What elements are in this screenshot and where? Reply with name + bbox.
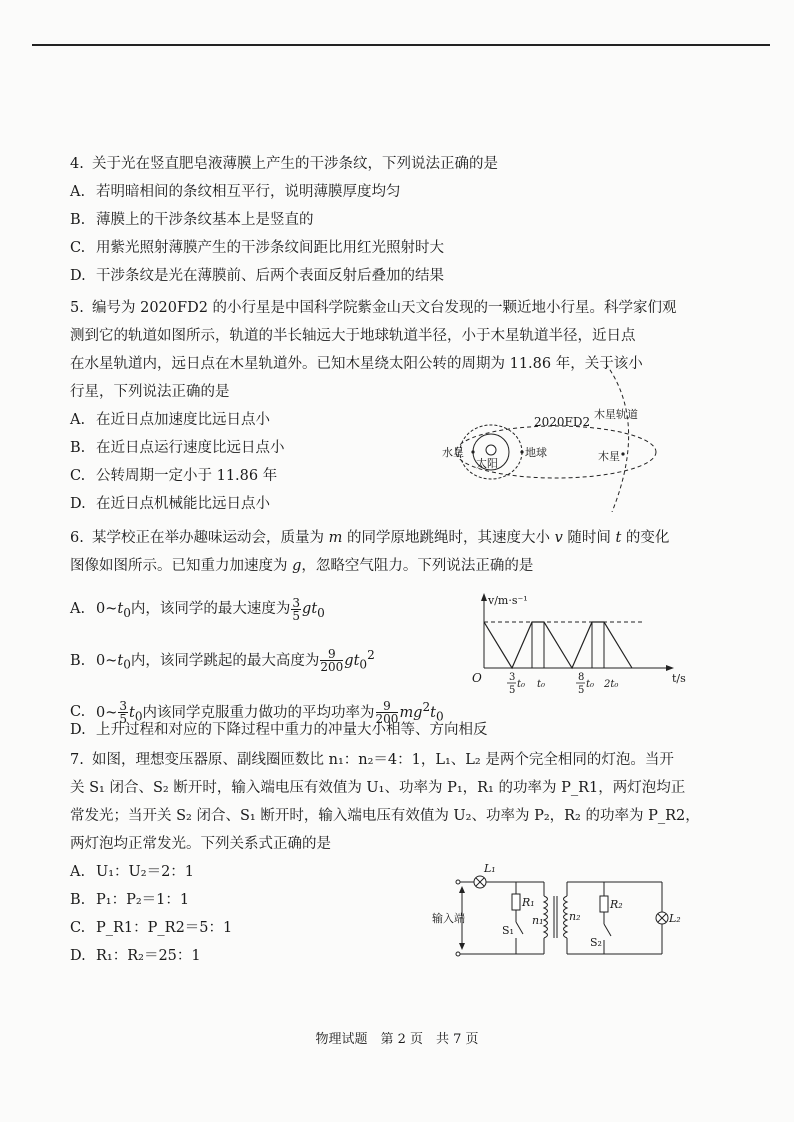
arrow-up-icon — [459, 886, 465, 893]
question-number: 4. — [70, 156, 84, 172]
denominator: 200 — [375, 711, 399, 726]
question-text: 关 S₁ 闭合、S₂ 断开时，输入端电压有效值为 U₁、功率为 P₁，R₁ 的功率为 P_R1，两灯泡均正 — [70, 780, 686, 796]
question-text: 图像如图所示。已知重力加速度为 — [70, 558, 293, 574]
subscript: 0 — [359, 657, 368, 672]
question-6-option-d — [70, 716, 710, 744]
option-letter: C. — [70, 468, 86, 484]
n1-label: n₁ — [532, 914, 544, 927]
denominator: 200 — [320, 660, 344, 675]
question-text: 的同学原地跳绳时，其速度大小 — [342, 530, 555, 546]
variable: t — [430, 704, 436, 721]
option-letter: C. — [70, 240, 86, 256]
option-text: 用紫光照射薄膜产生的干涉条纹间距比用红光照射时大 — [96, 240, 444, 256]
option-letter: B. — [70, 212, 86, 228]
question-text: 编号为 2020FD2 的小行星是中国科学院紫金山天文台发现的一颗近地小行星。科学家们观 — [92, 300, 677, 316]
option-text: 0~ — [96, 652, 118, 669]
option-letter: D. — [70, 948, 86, 964]
question-7-stem — [70, 746, 730, 774]
option-text: 上升过程和对应的下降过程中重力的冲量大小相等、方向相反 — [96, 722, 488, 738]
n2-label: n₂ — [569, 910, 581, 923]
question-text: ，忽略空气阻力。下列说法正确的是 — [301, 558, 534, 574]
question-4-stem — [70, 150, 710, 178]
option-text: 公转周期一定小于 11.86 年 — [96, 468, 278, 484]
question-4 — [70, 150, 710, 290]
option-letter: B. — [70, 652, 86, 669]
question-text: 如图，理想变压器原、副线圈匝数比 n₁：n₂＝4：1，L₁、L₂ 是两个完全相同的灯泡。当开 — [92, 752, 674, 768]
sun-icon — [486, 445, 496, 455]
terminal-icon — [456, 880, 460, 884]
variable: g — [292, 558, 302, 574]
sun-label: 太阳 — [476, 457, 498, 470]
variable: t — [117, 601, 124, 617]
tick-label: 5 — [578, 685, 585, 696]
question-number: 6. — [70, 530, 84, 546]
page-footer: 物理试题 第 2 页 共 7 页 — [315, 1032, 479, 1047]
option-text: 干涉条纹是光在薄膜前、后两个表面反射后叠加的结果 — [96, 268, 444, 284]
option-4b — [70, 206, 710, 234]
denominator: 5 — [119, 711, 128, 726]
fraction — [320, 648, 343, 673]
question-text: 在水星轨道内，远日点在木星轨道外。已知木星绕太阳公转的周期为 11.86 年，关于该小 — [70, 356, 643, 372]
variable: m — [328, 530, 343, 546]
subscript: 0 — [123, 605, 131, 620]
variable: mg — [399, 704, 423, 721]
option-letter: A. — [70, 864, 86, 880]
option-text: U₁：U₂＝2：1 — [96, 864, 195, 880]
numerator: 3 — [292, 595, 301, 610]
variable: gt — [344, 652, 360, 669]
tick-label: t₀ — [537, 679, 546, 690]
tick-label: t₀ — [586, 679, 595, 690]
numerator: 9 — [376, 700, 399, 713]
terminal-icon — [456, 952, 460, 956]
option-letter: A. — [70, 601, 86, 617]
subscript: 0 — [134, 709, 143, 724]
option-text: 在近日点加速度比远日点小 — [96, 412, 270, 428]
question-6-stem-line2 — [70, 552, 730, 580]
option-6b — [70, 634, 470, 686]
question-6-stem — [70, 524, 730, 552]
option-text: 在近日点机械能比远日点小 — [96, 496, 270, 512]
numerator: 3 — [119, 698, 128, 713]
origin-label: O — [472, 671, 482, 685]
option-letter: C. — [70, 704, 86, 721]
option-text: P₁：P₂＝1：1 — [96, 892, 190, 908]
tick-label: 8 — [578, 672, 585, 683]
jupiter-label: 木星 — [598, 450, 620, 463]
subscript: 0 — [123, 657, 131, 672]
option-letter: C. — [70, 920, 86, 936]
question-text: 行星，下列说法正确的是 — [70, 384, 230, 400]
r2-label: R₂ — [610, 898, 623, 911]
question-6-options — [70, 588, 470, 737]
option-letter: A. — [70, 412, 86, 428]
option-text: 0~ — [96, 601, 118, 617]
tick-label: 2t₀ — [604, 679, 619, 690]
jupiter-dot — [621, 452, 624, 455]
option-text: P_R1：P_R2＝5：1 — [96, 920, 233, 936]
option-letter: B. — [70, 440, 86, 456]
subscript: 0 — [317, 605, 325, 620]
resistor-r1-icon — [512, 894, 520, 910]
y-axis-arrow — [481, 593, 487, 601]
option-letter: B. — [70, 892, 86, 908]
x-axis-label: t/s — [672, 672, 686, 685]
tick-label: 5 — [509, 685, 516, 696]
question-number: 5. — [70, 300, 84, 316]
option-text: 薄膜上的干涉条纹基本上是竖直的 — [96, 212, 314, 228]
question-6 — [70, 524, 730, 580]
option-text: 0~ — [96, 704, 118, 721]
variable: gt — [302, 601, 318, 617]
denominator: 5 — [292, 608, 301, 623]
earth-label: 地球 — [525, 446, 547, 459]
secondary-coil-icon — [564, 896, 568, 938]
vt-graph — [464, 590, 694, 710]
r1-label: R₁ — [522, 896, 535, 909]
switch-s1-icon — [516, 922, 523, 934]
fraction — [291, 597, 301, 622]
option-letter: A. — [70, 184, 86, 200]
option-letter: D. — [70, 268, 86, 284]
superscript: 2 — [367, 647, 375, 662]
resistor-r2-icon — [600, 896, 608, 912]
s1-label: S₁ — [502, 924, 514, 937]
question-text: 的变化 — [621, 530, 670, 546]
asteroid-label: 2020FD2 — [534, 415, 591, 429]
option-6a — [70, 588, 470, 634]
variable: t — [129, 704, 135, 721]
option-text: R₁：R₂＝25：1 — [96, 948, 201, 964]
jupiter-orbit-label: 木星轨道 — [594, 408, 638, 421]
question-text: 常发光；当开关 S₂ 闭合、S₁ 断开时，输入端电压有效值为 U₂、功率为 P₂，R₂ 的功率为 P_R2， — [70, 808, 700, 824]
question-text: 关于光在竖直肥皂液薄膜上产生的干涉条纹，下列说法正确的是 — [92, 156, 498, 172]
input-label: 输入端 — [432, 912, 465, 925]
switch-s2-icon — [604, 924, 611, 936]
option-letter: D. — [70, 496, 86, 512]
orbit-figure — [436, 362, 666, 512]
numerator: 9 — [320, 648, 343, 661]
header-rule — [32, 44, 770, 46]
option-text: 内，该同学跳起的最大高度为 — [130, 652, 320, 669]
option-text: 在近日点运行速度比远日点小 — [96, 440, 285, 456]
tick-label: t₀ — [517, 679, 526, 690]
s2-label: S₂ — [590, 936, 602, 949]
question-text: 某学校正在举办趣味运动会，质量为 — [92, 530, 329, 546]
circuit-figure — [432, 856, 692, 966]
arrow-down-icon — [459, 943, 465, 950]
tick-label: 3 — [509, 672, 516, 683]
x-axis-arrow — [666, 665, 674, 671]
option-4c — [70, 234, 710, 262]
question-text: 两灯泡均正常发光。下列关系式正确的是 — [70, 836, 331, 852]
variable: t — [615, 530, 622, 546]
jupiter-orbit — [606, 364, 629, 512]
option-6d — [70, 716, 710, 744]
velocity-curve — [484, 622, 632, 668]
question-text: 随时间 — [562, 530, 616, 546]
option-text: 内，该同学的最大速度为 — [130, 601, 291, 617]
earth-dot — [520, 450, 523, 453]
superscript: 2 — [422, 699, 431, 714]
option-text: 若明暗相间的条纹相互平行，说明薄膜厚度均匀 — [96, 184, 401, 200]
l2-label: L₂ — [669, 912, 681, 925]
option-letter: D. — [70, 722, 86, 738]
mercury-label: 水星 — [442, 446, 464, 459]
variable: t — [117, 652, 124, 669]
question-text: 测到它的轨道如图所示，轨道的半长轴远大于地球轨道半径，小于木星轨道半径，近日点 — [70, 328, 636, 344]
variable: v — [554, 530, 563, 546]
option-text: 内该同学克服重力做功的平均功率为 — [142, 704, 375, 721]
option-4a — [70, 178, 710, 206]
mercury-dot — [471, 450, 474, 453]
primary-coil-icon — [544, 896, 548, 938]
question-number: 7. — [70, 752, 84, 768]
l1-label: L₁ — [484, 862, 496, 875]
y-axis-label: v/m·s⁻¹ — [488, 594, 528, 607]
option-4d — [70, 262, 710, 290]
question-5-stem — [70, 294, 730, 322]
subscript: 0 — [436, 709, 444, 724]
